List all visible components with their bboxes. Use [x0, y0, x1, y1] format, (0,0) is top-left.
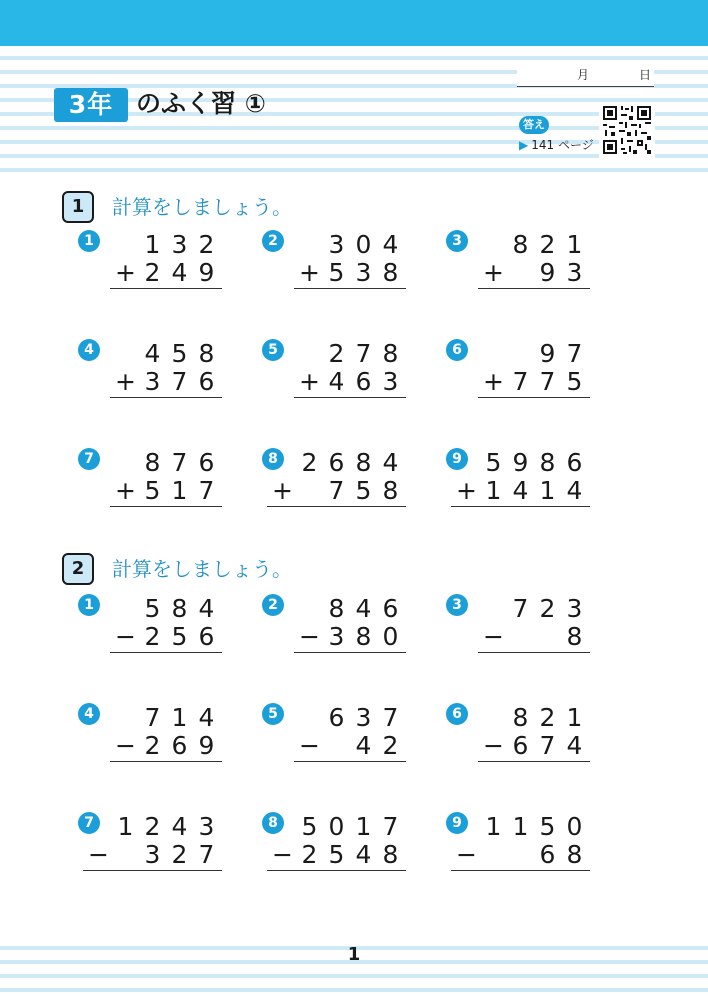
problem	[262, 230, 432, 310]
top-operand	[296, 340, 404, 368]
play-triangle-icon: ▶	[519, 138, 529, 152]
problem-number-badge: 6	[446, 339, 468, 361]
digit-cell: 6	[382, 594, 399, 623]
problem	[446, 230, 616, 310]
digit-cell: 8	[171, 594, 188, 623]
digit-cell: 7	[566, 339, 583, 368]
digit-cell: 1	[539, 476, 556, 505]
digit-cell: 4	[144, 339, 161, 368]
problem	[262, 703, 432, 783]
digit-cell	[507, 623, 534, 651]
digit-cell: 8	[539, 448, 556, 477]
problem	[78, 703, 248, 783]
digit-cell: 7	[171, 448, 188, 477]
digit-cell: 6	[355, 367, 372, 396]
digit-cell: +	[456, 476, 477, 505]
digit-cell: 8	[382, 476, 399, 505]
top-operand	[480, 704, 588, 732]
digit-cell: 2	[171, 840, 188, 869]
digit-cell: 3	[144, 840, 161, 869]
bottom-operand	[296, 623, 404, 651]
top-operand	[296, 595, 404, 623]
digit-cell: 3	[171, 230, 188, 259]
digit-cell: 0	[566, 812, 583, 841]
digit-cell	[507, 841, 534, 869]
digit-cell: 3	[355, 703, 372, 732]
date-day-label: 日	[639, 68, 652, 82]
bottom-operand	[112, 732, 220, 760]
bottom-operand	[269, 477, 404, 505]
section-instruction: 計算をしましょう。	[112, 195, 292, 219]
grade-badge: 3年	[54, 88, 128, 122]
date-month-label: 月	[577, 68, 590, 82]
answer-line	[478, 288, 590, 289]
answer-line	[110, 397, 222, 398]
digit-cell	[480, 841, 507, 869]
problem	[446, 339, 616, 419]
digit-cell: 8	[566, 622, 583, 651]
digit-cell: +	[115, 258, 136, 287]
digit-cell: 4	[171, 812, 188, 841]
bottom-operand	[480, 259, 588, 287]
bottom-operand	[453, 477, 588, 505]
digit-cell: 1	[512, 812, 529, 841]
digit-cell: 6	[198, 367, 215, 396]
bottom-operand	[296, 259, 404, 287]
digit-cell: 4	[171, 258, 188, 287]
digit-cell: +	[483, 367, 504, 396]
digit-cell	[534, 623, 561, 651]
answer-badge: 答え	[519, 116, 549, 134]
digit-cell: 4	[512, 476, 529, 505]
digit-cell: 5	[144, 476, 161, 505]
digit-cell: 1	[171, 703, 188, 732]
problem-number-badge: 7	[78, 448, 100, 470]
digit-cell: 1	[144, 230, 161, 259]
digit-cell: 5	[355, 476, 372, 505]
digit-cell: 7	[512, 594, 529, 623]
problem-number-badge: 1	[78, 594, 100, 616]
digit-cell: 5	[171, 622, 188, 651]
problem	[446, 812, 616, 892]
digit-cell: 3	[198, 812, 215, 841]
digit-cell: 7	[539, 731, 556, 760]
digit-cell: 7	[382, 812, 399, 841]
digit-cell	[507, 259, 534, 287]
top-operand	[296, 231, 404, 259]
digit-cell: 5	[485, 448, 502, 477]
top-operand	[85, 813, 220, 841]
digit-cell: 8	[355, 448, 372, 477]
digit-cell: 8	[512, 230, 529, 259]
bottom-operand	[112, 259, 220, 287]
answer-line	[294, 761, 406, 762]
digit-cell: 7	[198, 476, 215, 505]
digit-cell: 2	[328, 339, 345, 368]
digit-cell: 2	[382, 731, 399, 760]
digit-cell: 5	[328, 258, 345, 287]
problem-number-badge: 3	[446, 230, 468, 252]
digit-cell: 5	[144, 594, 161, 623]
section-instruction: 計算をしましょう。	[112, 557, 292, 581]
digit-cell: 3	[382, 367, 399, 396]
problem-number-badge: 6	[446, 703, 468, 725]
top-operand	[269, 449, 404, 477]
digit-cell: 5	[301, 812, 318, 841]
digit-cell: 7	[171, 367, 188, 396]
problem-number-badge: 4	[78, 703, 100, 725]
problem	[78, 812, 248, 892]
answer-line	[83, 870, 222, 871]
digit-cell: 8	[382, 840, 399, 869]
digit-cell: 4	[198, 703, 215, 732]
digit-cell: 3	[566, 258, 583, 287]
digit-cell: 8	[382, 339, 399, 368]
problem-number-badge: 9	[446, 448, 468, 470]
digit-cell: 2	[539, 230, 556, 259]
problem	[446, 448, 616, 528]
answer-line	[110, 761, 222, 762]
problem-number-badge: 5	[262, 703, 284, 725]
problem	[446, 703, 616, 783]
top-operand	[112, 231, 220, 259]
digit-cell: 6	[198, 622, 215, 651]
problem-number-badge: 1	[78, 230, 100, 252]
digit-cell: 7	[198, 840, 215, 869]
digit-cell: 8	[566, 840, 583, 869]
top-operand	[269, 813, 404, 841]
digit-cell: 5	[171, 339, 188, 368]
problem	[78, 448, 248, 528]
digit-cell: 4	[328, 367, 345, 396]
top-operand	[480, 595, 588, 623]
digit-cell: +	[115, 367, 136, 396]
answer-line	[110, 288, 222, 289]
problem	[446, 594, 616, 674]
digit-cell: 4	[382, 448, 399, 477]
digit-cell: −	[299, 622, 320, 651]
answer-line	[294, 652, 406, 653]
page-title: のふく習 ①	[136, 89, 266, 118]
digit-cell: 8	[355, 622, 372, 651]
problem	[78, 594, 248, 674]
top-operand	[453, 449, 588, 477]
digit-cell: 1	[485, 476, 502, 505]
digit-cell: 2	[144, 812, 161, 841]
problem-number-badge: 8	[262, 812, 284, 834]
digit-cell: −	[115, 731, 136, 760]
answer-line	[478, 652, 590, 653]
answer-line	[110, 652, 222, 653]
digit-cell: −	[456, 840, 477, 869]
answer-page-ref	[519, 136, 594, 153]
digit-cell: 7	[382, 703, 399, 732]
bottom-operand	[296, 732, 404, 760]
digit-cell: −	[115, 622, 136, 651]
answer-line	[294, 288, 406, 289]
qr-code-icon[interactable]	[599, 102, 655, 158]
digit-cell: 0	[328, 812, 345, 841]
digit-cell: 2	[539, 703, 556, 732]
bottom-operand	[85, 841, 220, 869]
problem-number-badge: 5	[262, 339, 284, 361]
answer-page-text: 141 ページ	[531, 138, 594, 152]
problem	[262, 594, 432, 674]
digit-cell: +	[299, 258, 320, 287]
digit-cell: 9	[539, 258, 556, 287]
top-operand	[112, 340, 220, 368]
answer-line	[478, 397, 590, 398]
digit-cell: 4	[382, 230, 399, 259]
digit-cell: 2	[198, 230, 215, 259]
answer-line	[267, 506, 406, 507]
digit-cell: 3	[144, 367, 161, 396]
digit-cell: 7	[512, 367, 529, 396]
digit-cell: 9	[198, 731, 215, 760]
digit-cell: 7	[355, 339, 372, 368]
digit-cell: 9	[198, 258, 215, 287]
digit-cell: 5	[328, 840, 345, 869]
top-operand	[453, 813, 588, 841]
digit-cell: 5	[566, 367, 583, 396]
problem	[262, 339, 432, 419]
answer-line	[451, 506, 590, 507]
digit-cell: 3	[328, 622, 345, 651]
digit-cell: 6	[328, 703, 345, 732]
digit-cell: 4	[355, 731, 372, 760]
digit-cell: 2	[301, 840, 318, 869]
problem	[78, 230, 248, 310]
problem-number-badge: 4	[78, 339, 100, 361]
bottom-operand	[269, 841, 404, 869]
problem-number-badge: 7	[78, 812, 100, 834]
digit-cell: 1	[566, 230, 583, 259]
digit-cell: 1	[171, 476, 188, 505]
digit-cell: 4	[355, 840, 372, 869]
answer-line	[267, 870, 406, 871]
digit-cell: 2	[301, 448, 318, 477]
digit-cell: 0	[355, 230, 372, 259]
top-operand	[112, 704, 220, 732]
bottom-operand	[112, 623, 220, 651]
digit-cell: 3	[328, 230, 345, 259]
digit-cell: −	[299, 731, 320, 760]
digit-cell: 2	[144, 731, 161, 760]
digit-cell: 1	[566, 703, 583, 732]
problem-number-badge: 8	[262, 448, 284, 470]
problem-number-badge: 9	[446, 812, 468, 834]
bottom-operand	[480, 368, 588, 396]
bottom-operand	[112, 477, 220, 505]
date-field	[517, 60, 654, 87]
digit-cell: +	[483, 258, 504, 287]
digit-cell: 6	[328, 448, 345, 477]
digit-cell: 6	[171, 731, 188, 760]
digit-cell: −	[272, 840, 293, 869]
digit-cell: 2	[144, 258, 161, 287]
problem-number-badge: 2	[262, 230, 284, 252]
digit-cell: +	[272, 476, 293, 505]
digit-cell: 1	[117, 812, 134, 841]
section-number: 1	[62, 191, 94, 223]
answer-line	[110, 506, 222, 507]
digit-cell: 6	[198, 448, 215, 477]
problem	[262, 448, 432, 528]
digit-cell	[323, 732, 350, 760]
problem	[262, 812, 432, 892]
digit-cell: 6	[512, 731, 529, 760]
digit-cell: 8	[328, 594, 345, 623]
digit-cell: 0	[382, 622, 399, 651]
problem-number-badge: 2	[262, 594, 284, 616]
digit-cell: 6	[539, 840, 556, 869]
digit-cell: 9	[539, 339, 556, 368]
digit-cell: −	[88, 840, 109, 869]
top-operand	[112, 595, 220, 623]
digit-cell: 5	[539, 812, 556, 841]
digit-cell: +	[299, 367, 320, 396]
digit-cell: 1	[355, 812, 372, 841]
answer-line	[294, 397, 406, 398]
bottom-operand	[296, 368, 404, 396]
digit-cell: 4	[355, 594, 372, 623]
digit-cell	[112, 841, 139, 869]
top-operand	[296, 704, 404, 732]
digit-cell: −	[483, 731, 504, 760]
digit-cell	[296, 477, 323, 505]
bottom-operand	[112, 368, 220, 396]
digit-cell: 1	[485, 812, 502, 841]
digit-cell: 2	[144, 622, 161, 651]
bottom-operand	[453, 841, 588, 869]
top-operand	[112, 449, 220, 477]
bottom-operand	[480, 623, 588, 651]
digit-cell: 4	[566, 731, 583, 760]
digit-cell	[507, 340, 534, 368]
digit-cell: 4	[198, 594, 215, 623]
digit-cell: 2	[539, 594, 556, 623]
digit-cell: 8	[198, 339, 215, 368]
problem-number-badge: 3	[446, 594, 468, 616]
digit-cell: 8	[382, 258, 399, 287]
problem	[78, 339, 248, 419]
top-color-bar	[0, 0, 708, 46]
digit-cell: 7	[144, 703, 161, 732]
digit-cell: 4	[566, 476, 583, 505]
digit-cell: 6	[566, 448, 583, 477]
digit-cell: 8	[512, 703, 529, 732]
digit-cell: 7	[539, 367, 556, 396]
answer-line	[451, 870, 590, 871]
digit-cell: 7	[328, 476, 345, 505]
top-operand	[480, 231, 588, 259]
digit-cell: −	[483, 622, 504, 651]
digit-cell: +	[115, 476, 136, 505]
section-number: 2	[62, 553, 94, 585]
digit-cell: 9	[512, 448, 529, 477]
digit-cell: 3	[355, 258, 372, 287]
bottom-operand	[480, 732, 588, 760]
page-number: 1	[347, 944, 361, 965]
answer-line	[478, 761, 590, 762]
digit-cell: 3	[566, 594, 583, 623]
digit-cell: 8	[144, 448, 161, 477]
top-operand	[480, 340, 588, 368]
